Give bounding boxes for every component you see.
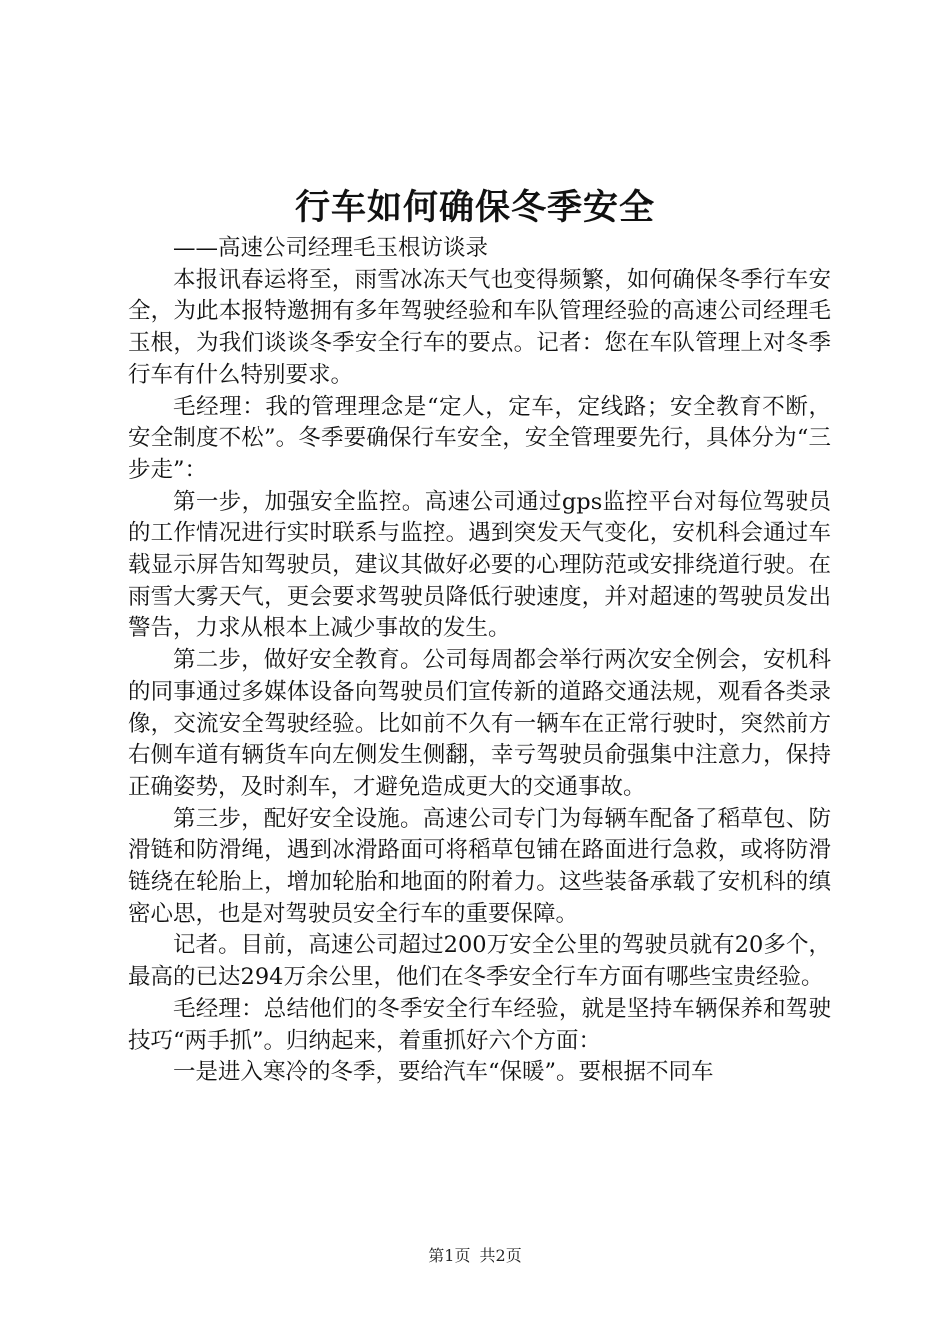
paragraph-reporter-question: 记者。目前，高速公司超过200万安全公里的驾驶员就有20多个，最高的已达294万余公里，他们在冬季安全行车方面有哪些宝贵经验。 bbox=[128, 932, 831, 991]
paragraph-step-two: 第二步，做好安全教育。公司每周都会举行两次安全例会，安机科的同事通过多媒体设备向驾驶员们宣传新的道路交通法规，观看各类录像，交流安全驾驶经验。比如前不久有一辆车在正常行驶时，突然前方右侧车道有辆货车向左侧发生侧翻，幸亏驾驶员俞强集中注意力，保持正确姿势，及时刹车，才避免造成更大的交通事故。 bbox=[128, 647, 831, 800]
document-subtitle: ——高速公司经理毛玉根访谈录 bbox=[173, 235, 489, 261]
paragraph-point-one: 一是进入寒冷的冬季，要给汽车“保暖”。要根据不同车 bbox=[173, 1059, 714, 1086]
page-total: 共2页 bbox=[479, 1246, 522, 1265]
paragraph-intro: 本报讯春运将至，雨雪冰冻天气也变得频繁，如何确保冬季行车安全，为此本报特邀拥有多年驾驶经验和车队管理经验的高速公司经理毛玉根，为我们谈谈冬季安全行车的要点。记者：您在车队管理上对冬季行车有什么特别要求。 bbox=[128, 266, 831, 388]
paragraph-step-one: 第一步，加强安全监控。高速公司通过gps监控平台对每位驾驶员的工作情况进行实时联系与监控。遇到突发天气变化，安机科会通过车载显示屏告知驾驶员，建议其做好必要的心理防范或安排绕道行驶。在雨雪大雾天气，更会要求驾驶员降低行驶速度，并对超速的驾驶员发出警告，力求从根本上减少事故的发生。 bbox=[128, 488, 831, 642]
paragraph-manager-answer: 毛经理：总结他们的冬季安全行车经验，就是坚持车辆保养和驾驶技巧“两手抓”。归纳起来，着重抓好六个方面： bbox=[128, 995, 831, 1054]
paragraph-step-three: 第三步，配好安全设施。高速公司专门为每辆车配备了稻草包、防滑链和防滑绳，遇到冰滑路面可将稻草包铺在路面进行急救，或将防滑链绕在轮胎上，增加轮胎和地面的附着力。这些装备承载了安机科的缜密心思，也是对驾驶员安全行车的重要保障。 bbox=[128, 805, 831, 927]
document-title: 行车如何确保冬季安全 bbox=[294, 187, 655, 228]
page-number: 第1页 bbox=[428, 1246, 471, 1265]
document-body bbox=[128, 233, 831, 1089]
page-footer bbox=[0, 1245, 950, 1267]
paragraph-management-philosophy: 毛经理：我的管理理念是“定人，定车，定线路；安全教育不断，安全制度不松”。冬季要确保行车安全，安全管理要先行，具体分为“三步走”： bbox=[128, 393, 831, 483]
